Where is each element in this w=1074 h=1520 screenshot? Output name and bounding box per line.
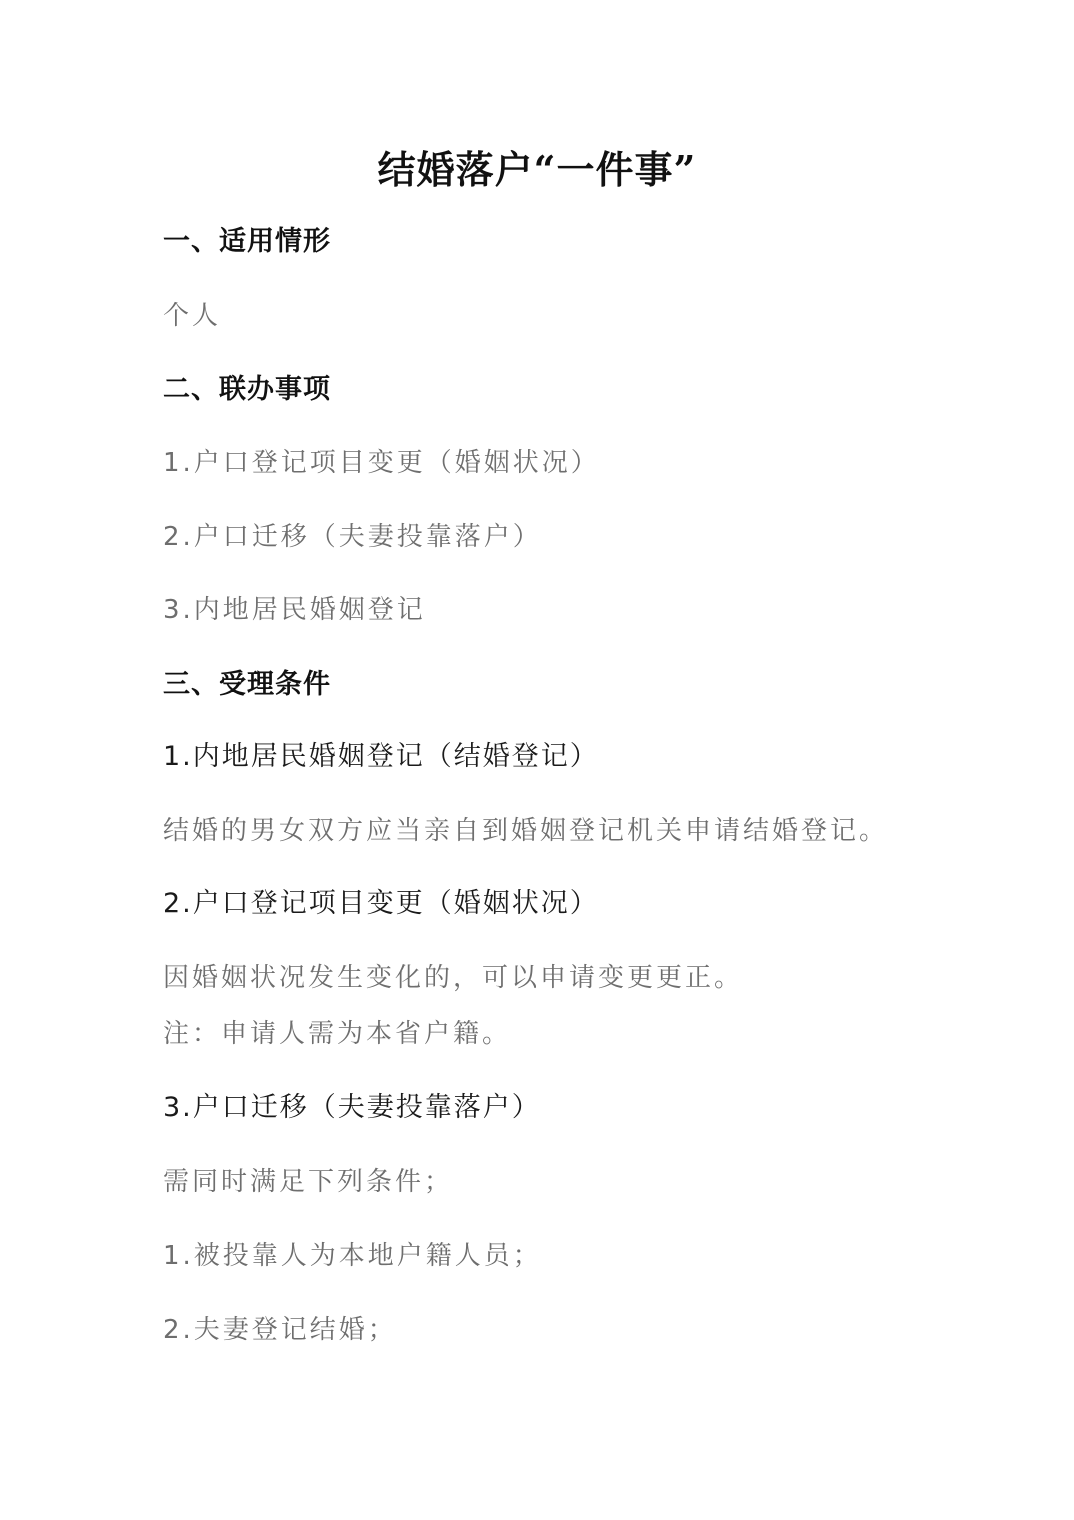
subheading-marriage-registration: 1.内地居民婚姻登记（结婚登记） xyxy=(163,741,599,772)
subheading-status-change: 2.户口登记项目变更（婚姻状况） xyxy=(163,888,599,919)
joint-item-2: 2.户口迁移（夫妻投靠落户） xyxy=(163,522,542,552)
section-heading-joint-items: 二、联办事项 xyxy=(163,374,331,405)
status-change-note: 注：申请人需为本省户籍。 xyxy=(163,1019,512,1049)
joint-item-1: 1.户口登记项目变更（婚姻状况） xyxy=(163,448,600,478)
migration-item-2: 2.夫妻登记结婚； xyxy=(163,1315,397,1345)
section-heading-applicable: 一、适用情形 xyxy=(163,226,331,257)
section-heading-conditions: 三、受理条件 xyxy=(163,669,331,700)
migration-item-1: 1.被投靠人为本地户籍人员； xyxy=(163,1241,542,1271)
joint-item-3: 3.内地居民婚姻登记 xyxy=(163,595,426,625)
marriage-registration-text: 结婚的男女双方应当亲自到婚姻登记机关申请结婚登记。 xyxy=(163,816,889,846)
subheading-migration: 3.户口迁移（夫妻投靠落户） xyxy=(163,1092,541,1123)
document-title: 结婚落户“一件事” xyxy=(377,147,697,192)
status-change-text: 因婚姻状况发生变化的，可以申请变更更正。 xyxy=(163,963,744,993)
migration-intro: 需同时满足下列条件； xyxy=(163,1167,454,1197)
applicable-text: 个人 xyxy=(163,301,222,331)
